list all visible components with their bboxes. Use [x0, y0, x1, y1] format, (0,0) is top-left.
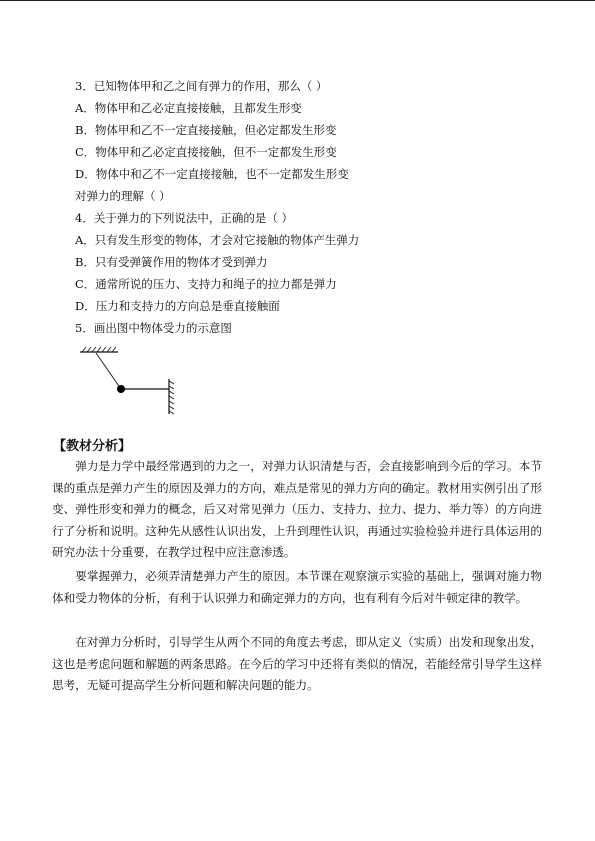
question-4-option-d: D．压力和支持力的方向总是垂直接触面 — [75, 299, 280, 313]
analysis-paragraph-1: 弹力是力学中最经常遇到的力之一，对弹力认识清楚与否，会直接影响到今后的学习。本节课的重点是弹力产生的原因及弹力的方向，难点是常见的弹力方向的确定。教材用实例引出了形变、弹性形变和弹力的概念，后又对常见弹力（压力、支持力、拉力、提力、举力等）的方向进行了分析和说明。这种先从感性认识出发，上升到理性认识，再通过实验检验并进行具体运用的研究办法十分重要，在教学过程中应注意渗透。 — [52, 459, 542, 559]
force-diagram-figure — [76, 342, 186, 420]
slanted-string — [96, 353, 121, 389]
ball-object — [117, 385, 125, 393]
question-3-stem: 3．已知物体甲和乙之间有弹力的作用，那么（ ） — [75, 79, 328, 93]
question-3-option-b: B．物体甲和乙不一定直接接触，但必定都发生形变 — [75, 123, 337, 137]
question-4-option-a: A．只有发生形变的物体，才会对它接触的物体产生弹力 — [75, 233, 360, 247]
question-5-stem: 5．画出图中物体受力的示意图 — [75, 321, 232, 335]
question-4-stem: 4．关于弹力的下列说法中，正确的是（ ） — [75, 211, 293, 225]
analysis-paragraph-3: 在对弹力分析时，引导学生从两个不同的角度去考虑，即从定义（实质）出发和现象出发，这也是考虑问题和解题的两条思路。在今后的学习中还将有类似的情况，若能经常引导学生这样思考，无疑可提高学生分析问题和解决问题的能力。 — [52, 635, 542, 692]
question-3-option-c: C．物体甲和乙必定直接接触，但不一定都发生形变 — [75, 145, 337, 159]
analysis-paragraph-2: 要掌握弹力，必须弄清楚弹力产生的原因。本节课在观察演示实验的基础上，强调对施力物体和受力物体的分析，有利于认识弹力和确定弹力的方向，也有利有今后对牛顿定律的教学。 — [52, 569, 542, 605]
question-4-option-b: B．只有受弹簧作用的物体才受到弹力 — [75, 255, 268, 269]
question-4-option-c: C．通常所说的压力、支持力和绳子的拉力都是弹力 — [75, 277, 337, 291]
top-border-line — [0, 0, 595, 1]
wall-support — [169, 379, 174, 414]
question-3-option-a: A．物体甲和乙必定直接接触，且都发生形变 — [75, 101, 302, 115]
ceiling-support — [80, 347, 118, 352]
section-heading: 【教材分析】 — [53, 439, 132, 454]
question-3-option-d: D．物体中和乙不一定直接接触，也不一定都发生形变 — [75, 167, 349, 181]
topic-line: 对弹力的理解（ ） — [75, 189, 171, 203]
